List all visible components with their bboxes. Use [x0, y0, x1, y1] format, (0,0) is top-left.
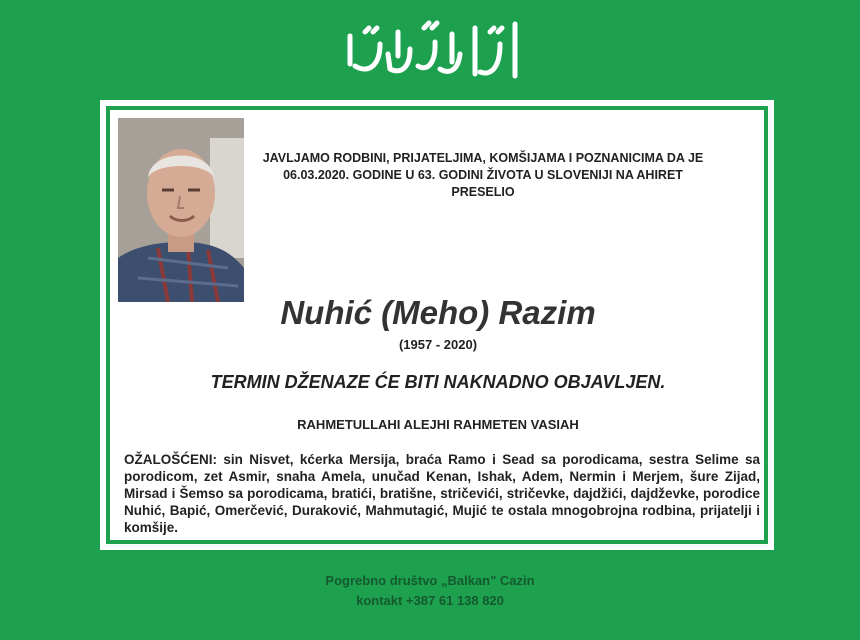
deceased-name: Nuhić (Meho) Razim: [280, 294, 596, 331]
notice-inner-border: [106, 106, 768, 544]
prayer-text: RAHMETULLAHI ALEJHI RAHMETEN VASIAH: [297, 417, 579, 432]
life-years: (1957 - 2020): [398, 337, 478, 352]
mourners-list: OŽALOŠĆENI: sin Nisvet, kćerka Mersija, braća Ramo i Sead sa porodicama, sestra Selime sa porodicom, zet Asmir, snaha Amela, unučad Kenan, Ishak, Adem, Nermin i Merjem, šure Zijad, Mirsad i Šemso sa porodicama, bratići, bratišne, stričevići, stričevke, dajdžići, dajdževke, porodice Nuhić, Bapić, Omerčević, Duraković, Mahmutagić, Mujić te ostala mnogobrojna rodbina, prijatelji i komšije.: [124, 452, 760, 535]
arabic-calligraphy-icon: [340, 14, 530, 94]
announcement-text: JAVLJAMO RODBINI, PRIJATELJIMA, KOMŠIJAMA I POZNANICIMA DA JE 06.03.2020. GODINE U 63. GODINI ŽIVOTA U SLOVENIJI NA AHIRET PRESELIO: [262, 151, 704, 199]
notice-frame: [100, 100, 774, 550]
funeral-company: Pogrebno društvo „Balkan" Cazin: [325, 573, 535, 588]
contact-phone: kontakt +387 61 138 820: [356, 593, 504, 608]
deceased-photo: [118, 118, 244, 302]
funeral-info: TERMIN DŽENAZE ĆE BITI NAKNADNO OBJAVLJEN.: [210, 372, 666, 392]
